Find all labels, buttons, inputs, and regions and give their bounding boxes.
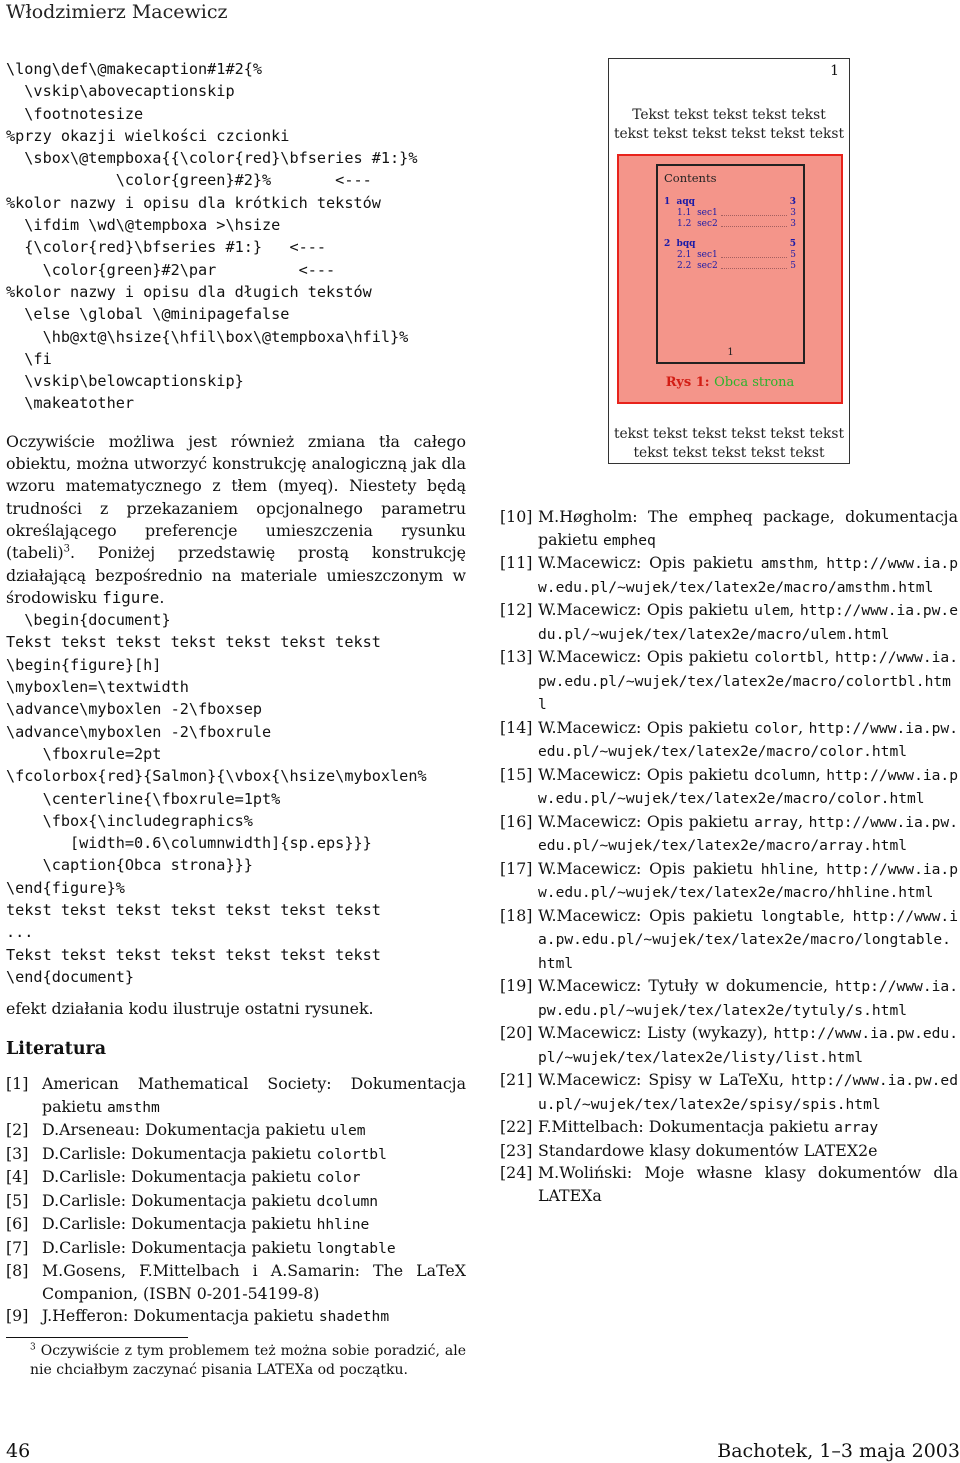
bibliography-entry — [500, 717, 958, 764]
code-line: Tekst tekst tekst tekst tekst tekst tekst — [6, 945, 381, 964]
bib-number: [2] — [6, 1120, 29, 1140]
bib-text — [42, 1237, 466, 1261]
bib-number: [17] — [500, 858, 533, 878]
bib-text — [42, 1073, 466, 1119]
code-line: %przy okazji wielkości czcionki — [6, 126, 290, 145]
bib-text-plain: , — [798, 717, 809, 737]
bib-text-plain: W.Macewicz: Opis pakietu — [538, 905, 761, 925]
toc-page: 5 — [789, 239, 796, 249]
toc-page: 5 — [790, 250, 796, 260]
bib-package-name: color — [316, 1169, 361, 1187]
toc-title: sec1 — [697, 250, 718, 260]
bibliography-entry — [500, 506, 958, 552]
figure-caption — [619, 375, 841, 390]
bib-text-plain: M.Høgholm: The empheq package, dokumentacja pakietu — [538, 507, 958, 549]
bibliography-entry — [500, 1022, 958, 1069]
bib-text — [538, 858, 958, 905]
code-line: [width=0.6\columnwidth]{sp.eps}}} — [6, 834, 372, 853]
footnote-number: 3 — [30, 1342, 36, 1353]
caption-label: Rys 1: — [665, 375, 710, 390]
toc-page: 3 — [790, 219, 796, 229]
toc-title: aqq — [676, 197, 695, 207]
bib-code-or-url: http://www.ia.pw.edu.pl/~wujek/tex/latex2e/macro/longtable.html — [538, 907, 958, 972]
code-line: {\color{red}\bfseries #1:} <--- — [6, 238, 327, 257]
body-paragraph-effect: efekt działania kodu ilustruje ostatni rysunek. — [6, 999, 374, 1019]
bibliography-list-left — [6, 1073, 466, 1329]
footnote-rule — [6, 1337, 188, 1338]
bib-code-or-url: http://www.ia.pw.edu.pl/~wujek/tex/latex2e/macro/color.html — [538, 719, 958, 760]
bibliography-entry — [6, 1305, 466, 1329]
toc-page: 3 — [789, 197, 796, 207]
bib-text-plain: , — [813, 858, 827, 878]
code-line: \end{document} — [6, 967, 135, 986]
bibliography-entry — [500, 764, 958, 811]
bib-text — [538, 1069, 958, 1116]
bib-text-plain: D.Carlisle: Dokumentacja pakietu — [42, 1190, 317, 1210]
left-column — [6, 58, 466, 1381]
bibliography-entry — [6, 1119, 466, 1143]
bib-package-name: dcolumn — [316, 1192, 379, 1210]
bib-number: [19] — [500, 976, 533, 995]
code-line: \makeatother — [6, 394, 135, 413]
code-line: \centerline{\fboxrule=1pt% — [6, 789, 281, 808]
code-listing-makecaption — [6, 58, 466, 415]
figure-text-bottom-1: tekst tekst tekst tekst tekst tekst — [613, 426, 845, 442]
bib-number: [18] — [500, 905, 533, 925]
bib-text — [42, 1119, 466, 1143]
inner-page-frame — [656, 164, 805, 364]
code-line: \fi — [6, 349, 52, 368]
bib-text-plain: Standardowe klasy dokumentów LATEX2e — [538, 1140, 878, 1160]
bib-number: [7] — [6, 1237, 29, 1257]
bib-text-plain: W.Macewicz: Opis pakietu — [538, 811, 755, 831]
toc-entry — [664, 250, 796, 261]
bib-number: [11] — [500, 553, 533, 572]
bib-text — [538, 975, 958, 1022]
bib-text-plain: , — [789, 600, 800, 619]
toc-title: sec2 — [697, 261, 718, 271]
bib-text — [538, 1022, 958, 1069]
bib-text — [42, 1305, 466, 1329]
bib-text-plain: D.Carlisle: Dokumentacja pakietu — [42, 1237, 317, 1257]
code-line: \fboxrule=2pt — [6, 744, 162, 763]
bibliography-entry — [6, 1166, 466, 1190]
code-line: \long\def\@makecaption#1#2{% — [6, 60, 263, 78]
toc-entry — [664, 208, 796, 219]
bib-text — [538, 764, 958, 811]
figure-page-thumbnail — [608, 58, 850, 464]
toc-entry — [664, 261, 796, 272]
code-line: \hb@xt@\hsize{\hfil\box\@tempboxa\hfil}% — [6, 327, 409, 346]
bibliography-entry — [500, 1116, 958, 1140]
bibliography-entry — [6, 1190, 466, 1214]
toc-entry — [664, 197, 796, 208]
bib-code-or-url: http://www.ia.pw.edu.pl/~wujek/tex/latex2e/macro/color.html — [538, 766, 958, 807]
bib-text-plain: W.Macewicz: Tytuły w dokumencie, — [538, 976, 835, 995]
bib-text — [538, 1162, 958, 1207]
bib-number: [1] — [6, 1074, 29, 1094]
toc-dot-leader — [721, 261, 787, 269]
code-line: \color{green}#2}% <--- — [6, 171, 372, 190]
bibliography-entry — [6, 1237, 466, 1261]
toc-number: 2.1 — [677, 250, 692, 260]
toc-number: 1 — [664, 197, 671, 207]
bibliography-list-right — [500, 506, 958, 1207]
code-line: \advance\myboxlen -2\fboxrule — [6, 722, 272, 741]
bibliography-entry — [500, 599, 958, 646]
bib-code-or-url: colortbl — [754, 649, 825, 666]
bibliography-entry — [500, 1069, 958, 1116]
code-line: Tekst tekst tekst tekst tekst tekst tekst — [6, 633, 381, 652]
bib-text-plain: American Mathematical Society: Dokumentacja pakietu — [42, 1074, 466, 1116]
bibliography-entry — [6, 1260, 466, 1305]
bib-text-plain: , — [815, 764, 827, 784]
inner-page-number: 1 — [727, 347, 734, 358]
code-line: \vskip\belowcaptionskip} — [6, 372, 244, 391]
bib-text-plain: W.Macewicz: Opis pakietu — [538, 717, 755, 737]
body-paragraph — [6, 431, 466, 609]
bibliography-entry — [500, 646, 958, 717]
toc-entry — [664, 239, 796, 250]
code-line: \vskip\abovecaptionskip — [6, 82, 235, 101]
bib-text-plain: D.Carlisle: Dokumentacja pakietu — [42, 1214, 317, 1234]
toc-group-2 — [664, 239, 796, 272]
bib-text-plain: D.Carlisle: Dokumentacja pakietu — [42, 1167, 317, 1187]
code-line: \ifdim \wd\@tempboxa >\hsize — [6, 216, 281, 235]
bib-text-plain: W.Macewicz: Opis pakietu — [538, 764, 755, 784]
bib-code-or-url: array — [754, 813, 799, 831]
bib-text — [538, 717, 958, 764]
code-line: \advance\myboxlen -2\fboxsep — [6, 700, 263, 719]
page-number: 46 — [6, 1440, 31, 1462]
bibliography-entry — [6, 1213, 466, 1237]
bib-number: [16] — [500, 811, 533, 831]
bibliography-entry — [500, 811, 958, 858]
bib-text-plain: J.Hefferon: Dokumentacja pakietu — [42, 1306, 319, 1326]
bib-text-plain: W.Macewicz: Opis pakietu — [538, 553, 761, 572]
bibliography-entry — [500, 858, 958, 905]
toc-number: 2 — [664, 239, 671, 249]
bib-text — [42, 1190, 466, 1214]
bibliography-entry — [500, 1162, 958, 1207]
toc-dot-leader — [721, 208, 787, 216]
inline-code-figure: figure — [102, 587, 160, 607]
bibliography-entry — [500, 975, 958, 1022]
bib-number: [9] — [6, 1306, 29, 1326]
toc-dot-leader — [698, 197, 787, 205]
bib-text-plain: F.Mittelbach: Dokumentacja pakietu — [538, 1117, 835, 1136]
bib-code-or-url: http://www.ia.pw.edu.pl/~wujek/tex/latex2e/spisy/spis.html — [538, 1072, 958, 1113]
toc-number: 2.2 — [677, 261, 692, 271]
bib-text — [538, 905, 958, 976]
figure-text-top-2: tekst tekst tekst tekst tekst tekst — [613, 126, 845, 142]
bib-text — [42, 1260, 466, 1305]
bib-code-or-url: longtable — [760, 907, 840, 925]
footnote — [6, 1342, 466, 1381]
bibliography-entry — [500, 1140, 958, 1163]
bib-code-or-url: http://www.ia.pw.edu.pl/~wujek/tex/latex2e/macro/colortbl.html — [538, 649, 958, 713]
toc-number: 1.1 — [677, 208, 692, 218]
bib-text-plain: M.Gosens, F.Mittelbach i A.Samarin: The LaTeX Companion, (ISBN 0-201-54199-8) — [42, 1261, 466, 1303]
toc-group-1 — [664, 197, 796, 230]
bib-package-name: hhline — [316, 1216, 370, 1234]
code-line: \myboxlen=\textwidth — [6, 678, 189, 697]
bib-number: [12] — [500, 600, 533, 619]
bib-text-plain: W.Macewicz: Opis pakietu — [538, 858, 761, 878]
bib-text-plain: , — [839, 905, 853, 925]
bib-number: [10] — [500, 507, 533, 526]
toc-title: bqq — [676, 239, 696, 249]
bib-code-or-url: hhline — [760, 860, 814, 878]
bib-number: [15] — [500, 764, 533, 784]
code-line: \begin{figure}[h] — [6, 655, 162, 674]
bib-text-plain: , — [824, 647, 835, 666]
bibliography-entry — [500, 905, 958, 976]
caption-text: Obca strona — [714, 375, 795, 390]
toc-title: sec2 — [697, 219, 718, 229]
code-line: \sbox\@tempboxa{{\color{red}\bfseries #1:}% — [6, 149, 418, 168]
bib-code-or-url: http://www.ia.pw.edu.pl/~wujek/tex/latex2e/tytuly/s.html — [538, 978, 958, 1019]
bib-package-name: amsthm — [107, 1098, 160, 1116]
bib-number: [3] — [6, 1143, 29, 1163]
bib-text — [42, 1213, 466, 1237]
toc-number: 1.2 — [677, 219, 692, 229]
bib-text-plain: , — [813, 553, 827, 572]
bib-code-or-url: array — [834, 1119, 879, 1136]
code-line: %kolor nazwy i opisu dla długich tekstów — [6, 282, 372, 301]
bib-text-plain: W.Macewicz: Opis pakietu — [538, 600, 755, 619]
contents-title: Contents — [664, 171, 717, 185]
bib-number: [21] — [500, 1070, 533, 1089]
bib-text — [538, 1116, 958, 1140]
toc-dot-leader — [698, 239, 786, 247]
toc-page: 3 — [790, 208, 796, 218]
figure-text-bottom-2: tekst tekst tekst tekst tekst — [633, 445, 825, 461]
paragraph-text: Oczywiście możliwa jest również zmiana tła całego obiektu, można utworzyć konstrukcję analogiczną jak dla wzoru matematycznego z tłem (myeq). Niestety będą trudności z przekazaniem opcjonalnego parametru określającego preferencje umieszczenia rysunku (tabeli) — [6, 431, 466, 563]
bib-text-plain: W.Macewicz: Spisy w LaTeXu, — [538, 1070, 792, 1089]
code-line: \begin{document} — [6, 611, 171, 630]
bibliography-entry — [500, 552, 958, 599]
code-line: \fcolorbox{red}{Salmon}{\vbox{\hsize\myboxlen% — [6, 767, 427, 786]
code-line: ... — [6, 923, 34, 942]
running-head: Włodzimierz Macewicz — [6, 1, 228, 23]
bib-code-or-url: color — [754, 719, 799, 737]
bib-package-name: longtable — [316, 1239, 396, 1257]
salmon-colorbox — [617, 154, 843, 404]
bib-code-or-url: ulem — [754, 602, 790, 619]
paragraph-text-end: . — [159, 587, 165, 607]
bib-text — [538, 646, 958, 717]
toc-entry — [664, 219, 796, 230]
bib-number: [20] — [500, 1023, 533, 1042]
bib-number: [13] — [500, 647, 533, 666]
bib-code-or-url: http://www.ia.pw.edu.pl/~wujek/tex/latex2e/macro/hhline.html — [538, 860, 958, 901]
bibliography-entry — [6, 1073, 466, 1119]
paragraph-text-continued: . Poniżej przedstawię prostą konstrukcję działającą bezpośrednio na materiale umieszczonym w środowisku — [6, 543, 466, 607]
bib-text-plain: M.Woliński: Moje własne klasy dokumentów dla LATEXa — [538, 1163, 958, 1205]
section-heading-literature: Literatura — [6, 1039, 107, 1060]
bib-text — [538, 599, 958, 646]
bib-text — [538, 811, 958, 858]
bib-code-or-url: http://www.ia.pw.edu.pl/~wujek/tex/latex2e/macro/ulem.html — [538, 602, 958, 643]
bib-text-plain: D.Arseneau: Dokumentacja pakietu — [42, 1120, 331, 1140]
code-line: tekst tekst tekst tekst tekst tekst tekst — [6, 900, 381, 919]
code-line: \end{figure}% — [6, 878, 125, 897]
bibliography-entry — [6, 1143, 466, 1167]
figure-page-number: 1 — [830, 63, 839, 79]
bib-number: [22] — [500, 1117, 533, 1136]
bib-code-or-url: http://www.ia.pw.edu.pl/~wujek/tex/latex2e/listy/list.html — [538, 1025, 958, 1066]
footnote-marker: 3 — [63, 543, 71, 555]
bib-text — [538, 552, 958, 599]
bib-number: [8] — [6, 1261, 29, 1281]
footer-event: Bachotek, 1–3 maja 2003 — [717, 1440, 960, 1462]
bib-number: [5] — [6, 1190, 29, 1210]
bib-code-or-url: amsthm — [760, 555, 814, 572]
toc-title: sec1 — [697, 208, 718, 218]
code-line: \caption{Obca strona}}} — [6, 856, 253, 875]
code-line: \color{green}#2\par <--- — [6, 260, 336, 279]
bib-number: [14] — [500, 717, 533, 737]
bib-text — [538, 1140, 958, 1163]
bib-text-plain: W.Macewicz: Listy (wykazy), — [538, 1023, 774, 1042]
bib-number: [24] — [500, 1163, 533, 1182]
bib-code-or-url: dcolumn — [754, 766, 816, 784]
bib-text — [538, 506, 958, 552]
toc-dot-leader — [721, 250, 787, 258]
bib-code-or-url: http://www.ia.pw.edu.pl/~wujek/tex/latex2e/macro/amsthm.html — [538, 555, 958, 596]
code-line: \footnotesize — [6, 104, 144, 123]
bib-number: [23] — [500, 1140, 533, 1160]
bib-package-name: ulem — [330, 1122, 366, 1140]
code-line: \fbox{\includegraphics% — [6, 811, 253, 830]
bib-code-or-url: http://www.ia.pw.edu.pl/~wujek/tex/latex2e/macro/array.html — [538, 813, 958, 854]
bib-package-name: colortbl — [316, 1145, 387, 1163]
bib-package-name: shadethm — [318, 1308, 390, 1326]
toc-dot-leader — [721, 219, 787, 227]
bib-text-plain: W.Macewicz: Opis pakietu — [538, 647, 755, 666]
bib-text-plain: , — [798, 811, 809, 831]
code-line: %kolor nazwy i opisu dla krótkich tekstów — [6, 193, 381, 212]
toc-page: 5 — [790, 261, 796, 271]
bib-code-or-url: empheq — [603, 531, 656, 549]
code-line: \else \global \@minipagefalse — [6, 305, 290, 324]
figure-text-top-1: Tekst tekst tekst tekst tekst — [632, 107, 826, 123]
bib-text — [42, 1143, 466, 1167]
bib-text-plain: D.Carlisle: Dokumentacja pakietu — [42, 1143, 317, 1163]
footnote-text: Oczywiście z tym problemem też można sobie poradzić, ale nie chciałbym zaczynać pisania LATEXa od początku. — [30, 1342, 467, 1379]
code-listing-document — [6, 609, 466, 988]
bib-text — [42, 1166, 466, 1190]
bib-number: [4] — [6, 1167, 29, 1187]
bib-number: [6] — [6, 1214, 29, 1234]
